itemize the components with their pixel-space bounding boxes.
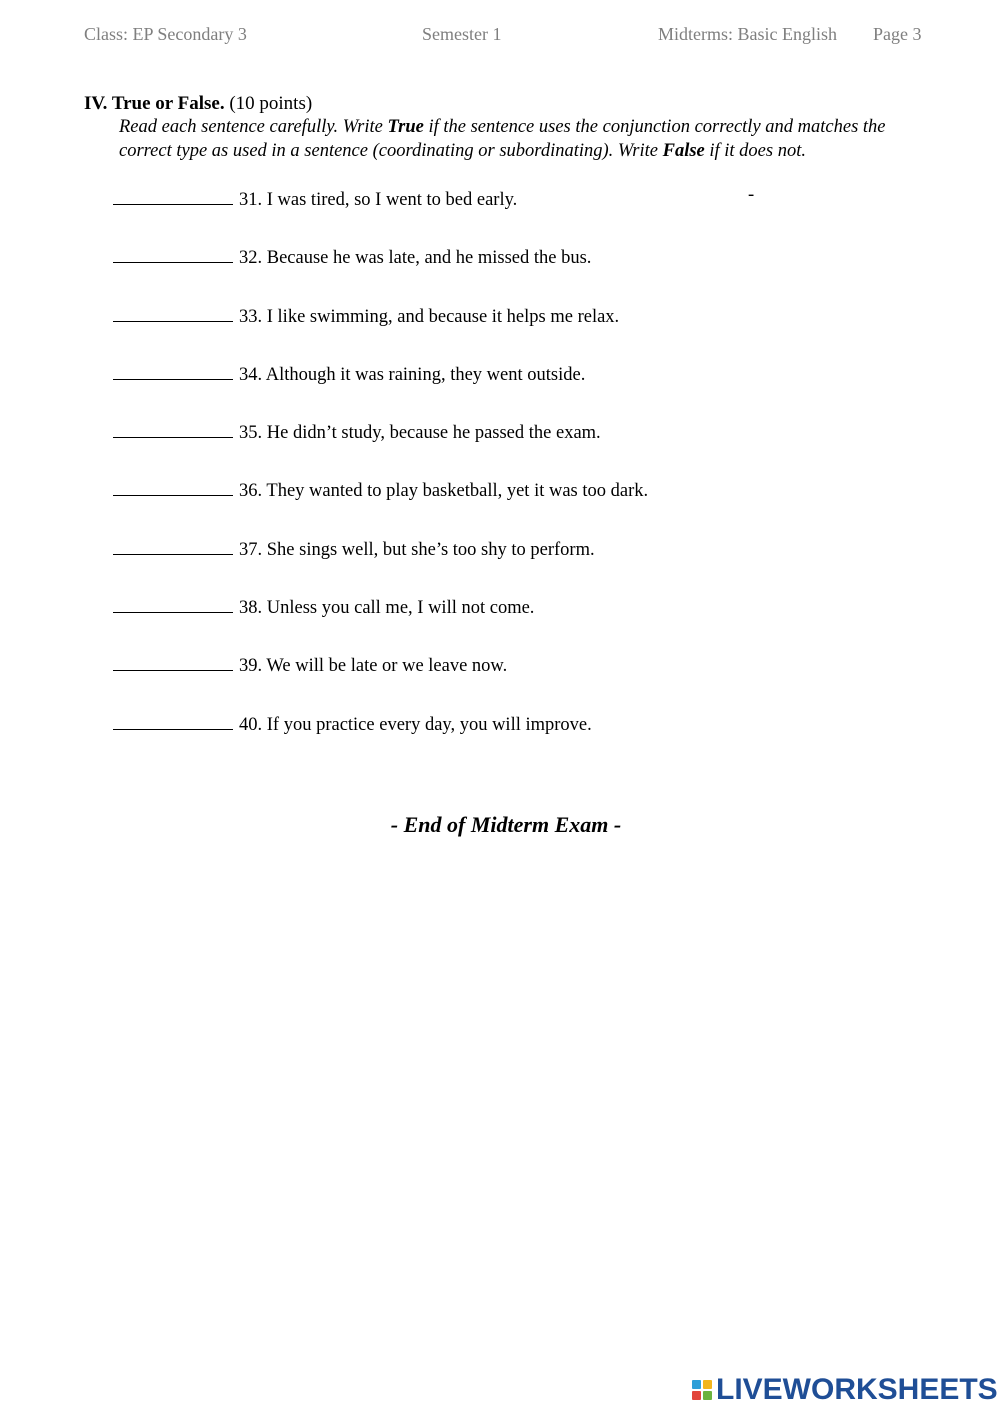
page-number: Page 3 bbox=[873, 24, 922, 44]
question-text-34: 34. Although it was raining, they went outside. bbox=[239, 364, 586, 385]
liveworksheets-logo bbox=[692, 1375, 998, 1405]
question-text-39: 39. We will be late or we leave now. bbox=[239, 656, 508, 677]
stray-mark: - bbox=[748, 185, 755, 205]
logo-icon bbox=[692, 1380, 712, 1400]
question-37 bbox=[113, 535, 913, 593]
answer-blank-36[interactable] bbox=[113, 476, 233, 496]
question-text-40: 40. If you practice every day, you will improve. bbox=[239, 714, 592, 735]
logo-square-green bbox=[703, 1391, 712, 1400]
section-points: (10 points) bbox=[224, 93, 313, 114]
question-text-37: 37. She sings well, but she’s too shy to perform. bbox=[239, 539, 595, 560]
question-31 bbox=[113, 185, 913, 243]
instructions-part3: if it does not. bbox=[704, 140, 806, 161]
instructions bbox=[119, 116, 939, 163]
question-34 bbox=[113, 360, 913, 418]
answer-blank-37[interactable] bbox=[113, 535, 233, 555]
question-text-38: 38. Unless you call me, I will not come. bbox=[239, 598, 535, 619]
end-of-exam-note: - End of Midterm Exam - bbox=[390, 812, 622, 837]
question-38 bbox=[113, 593, 913, 651]
page-header bbox=[0, 24, 1000, 48]
answer-blank-31[interactable] bbox=[113, 185, 233, 205]
question-text-33: 33. I like swimming, and because it helps me relax. bbox=[239, 306, 620, 327]
instructions-part2: if the sentence uses the conjunction correctly and matches the correct type as used in a sentence (coordinating or subordinating). Write bbox=[119, 117, 886, 161]
question-text-32: 32. Because he was late, and he missed the bus. bbox=[239, 248, 592, 269]
answer-blank-40[interactable] bbox=[113, 710, 233, 730]
semester-label: Semester 1 bbox=[422, 24, 502, 44]
question-32 bbox=[113, 243, 913, 301]
logo-text: LIVEWORKSHEETS bbox=[716, 1373, 998, 1406]
answer-blank-34[interactable] bbox=[113, 360, 233, 380]
instructions-true: True bbox=[387, 117, 424, 137]
answer-blank-39[interactable] bbox=[113, 651, 233, 671]
question-35 bbox=[113, 418, 913, 476]
question-text-35: 35. He didn’t study, because he passed the exam. bbox=[239, 423, 601, 444]
instructions-false: False bbox=[662, 140, 705, 161]
section-title-bold: IV. True or False. bbox=[84, 93, 225, 114]
question-39 bbox=[113, 651, 913, 709]
question-33 bbox=[113, 302, 913, 360]
instructions-part1: Read each sentence carefully. Write bbox=[119, 117, 388, 137]
question-text-36: 36. They wanted to play basketball, yet it was too dark. bbox=[239, 481, 649, 502]
answer-blank-32[interactable] bbox=[113, 243, 233, 263]
question-text-31: 31. I was tired, so I went to bed early. bbox=[239, 190, 518, 210]
logo-square-yellow bbox=[703, 1380, 712, 1389]
answer-blank-38[interactable] bbox=[113, 593, 233, 613]
answer-blank-33[interactable] bbox=[113, 302, 233, 322]
subject-label: Midterms: Basic English bbox=[658, 24, 837, 44]
class-label: Class: EP Secondary 3 bbox=[84, 24, 247, 44]
question-list bbox=[113, 185, 913, 768]
question-36 bbox=[113, 476, 913, 534]
answer-blank-35[interactable] bbox=[113, 418, 233, 438]
question-40 bbox=[113, 710, 913, 768]
logo-square-red bbox=[692, 1391, 701, 1400]
section-title bbox=[84, 93, 312, 115]
logo-square-blue bbox=[692, 1380, 701, 1389]
